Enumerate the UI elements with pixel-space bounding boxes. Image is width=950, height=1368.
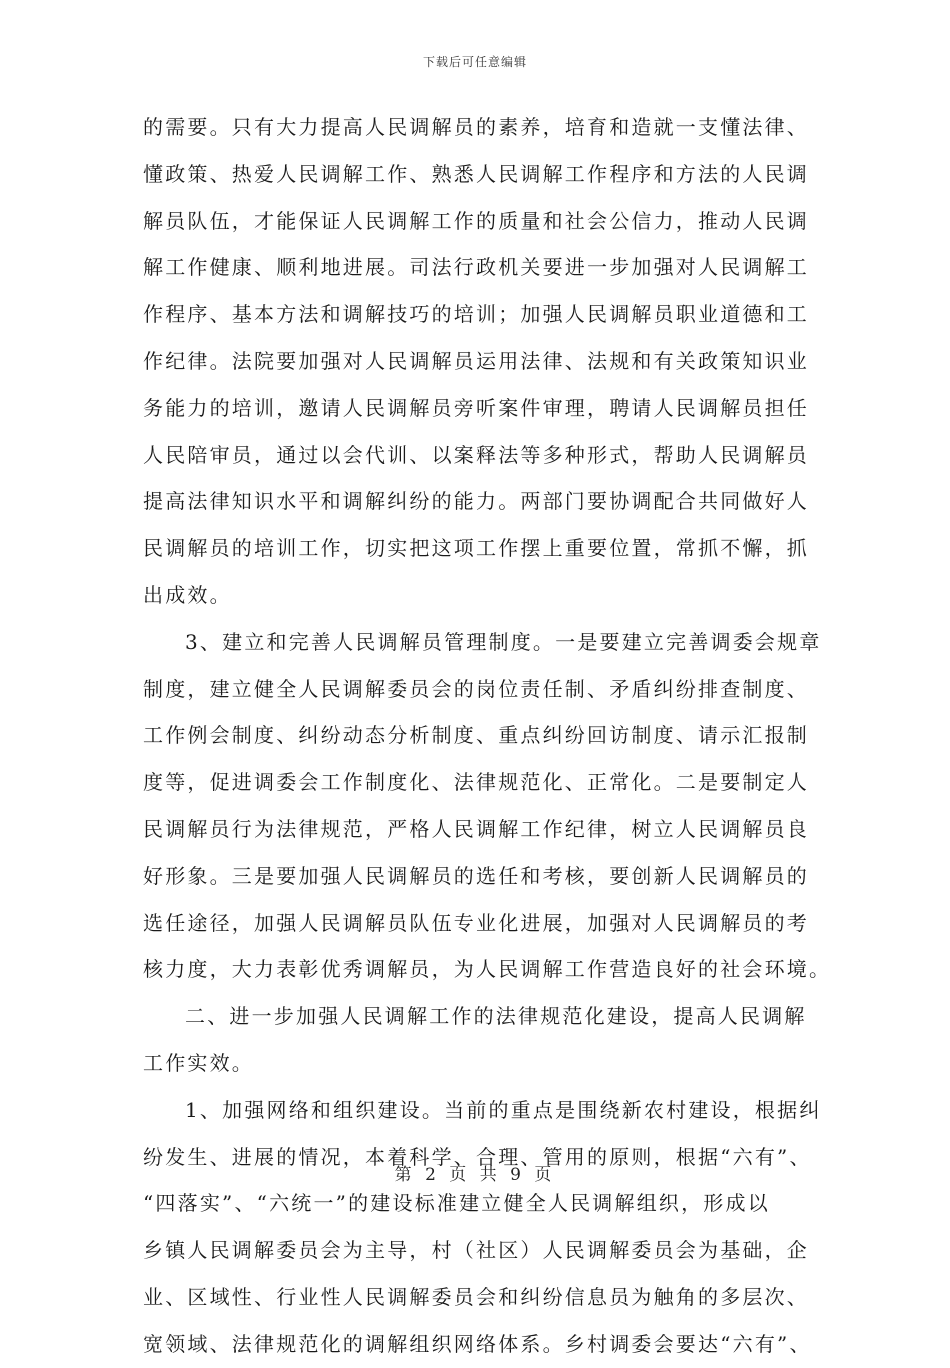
text-line: 制度，建立健全人民调解委员会的岗位责任制、矛盾纠纷排查制度、 [143,676,809,701]
page-header-note: 下载后可任意编辑 [422,55,527,69]
text-line: 工作实效。 [143,1050,254,1075]
text-line: 1、加强网络和组织建设。当前的重点是围绕新农村建设，根据纠 [185,1097,822,1122]
text-line: 核力度，大力表彰优秀调解员，为人民调解工作营造良好的社会环境。 [143,957,832,982]
text-line: 作纪律。法院要加强对人民调解员运用法律、法规和有关政策知识业 [143,348,809,373]
text-line: 选任途径，加强人民调解员队伍专业化进展，加强对人民调解员的考 [143,910,809,935]
text-line: 纷发生、进展的情况，本着科学、合理、管用的原则，根据“六有”、 [143,1144,812,1169]
text-line: 3、建立和完善人民调解员管理制度。一是要建立完善调委会规章 [185,629,822,654]
text-line: 业、区域性、行业性人民调解委员会和纠纷信息员为触角的多层次、 [143,1284,809,1309]
text-line: 出成效。 [143,582,232,607]
text-line: 提高法律知识水平和调解纠纷的能力。两部门要协调配合共同做好人 [143,489,809,514]
text-line: 人民陪审员，通过以会代训、以案释法等多种形式，帮助人民调解员 [143,442,809,467]
text-line: 民调解员行为法律规范，严格人民调解工作纪律，树立人民调解员良 [143,816,809,841]
text-line: 懂政策、热爱人民调解工作、熟悉人民调解工作程序和方法的人民调 [143,161,809,186]
text-line: 宽领域、法律规范化的调解组织网络体系。乡村调委会要达“六有”、 [143,1331,812,1356]
text-line: 解工作健康、顺利地进展。司法行政机关要进一步加强对人民调解工 [143,255,809,280]
text-line: 解员队伍，才能保证人民调解工作的质量和社会公信力，推动人民调 [143,208,809,233]
page-number-footer: 第 2 页 共 9 页 [394,1165,556,1185]
text-line: 好形象。三是要加强人民调解员的选任和考核，要创新人民调解员的 [143,863,809,888]
text-line: 作程序、基本方法和调解技巧的培训；加强人民调解员职业道德和工 [143,302,809,327]
text-line: 乡镇人民调解委员会为主导，村（社区）人民调解委员会为基础，企 [143,1238,809,1263]
text-line: 民调解员的培训工作，切实把这项工作摆上重要位置，常抓不懈，抓 [143,536,809,561]
text-line: 务能力的培训，邀请人民调解员旁听案件审理，聘请人民调解员担任 [143,395,809,420]
text-line: “四落实”、“六统一”的建设标准建立健全人民调解组织，形成以 [143,1191,770,1216]
text-line: 二、进一步加强人民调解工作的法律规范化建设，提高人民调解 [185,1004,807,1029]
text-line: 工作例会制度、纠纷动态分析制度、重点纠纷回访制度、请示汇报制 [143,723,809,748]
text-line: 的需要。只有大力提高人民调解员的素养，培育和造就一支懂法律、 [143,115,809,139]
text-line: 度等，促进调委会工作制度化、法律规范化、正常化。二是要制定人 [143,770,809,795]
